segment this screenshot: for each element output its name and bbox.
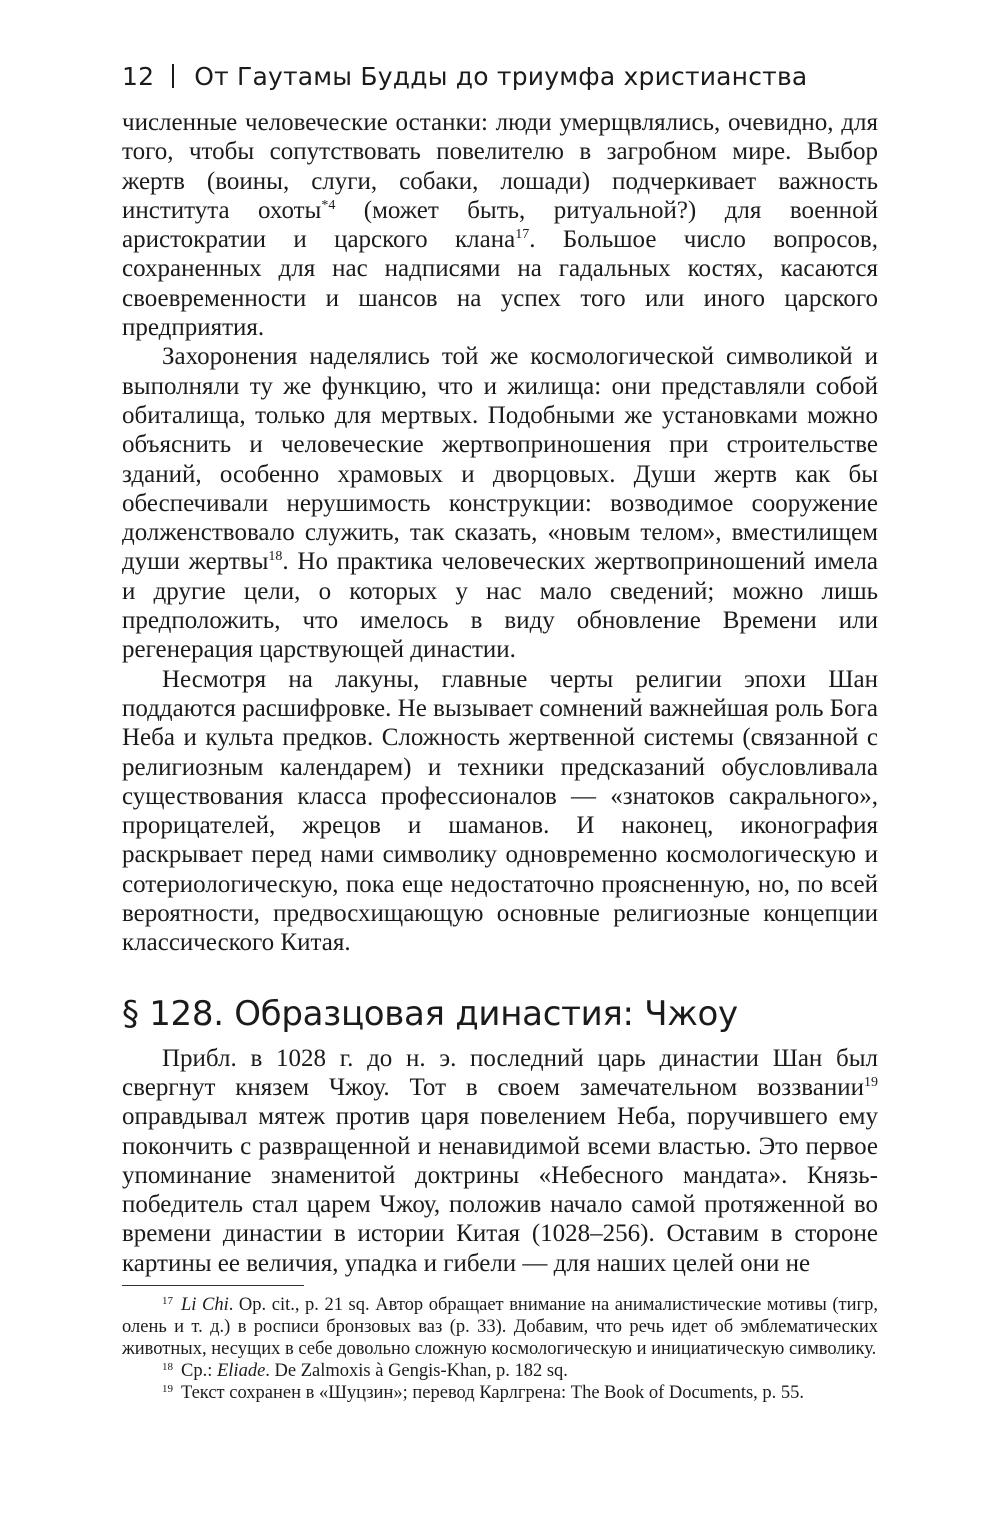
footnote-ref-17: 17 [515, 227, 530, 243]
paragraph-3 [122, 665, 878, 958]
paragraph-1-text-a: численные человеческие останки: люди умерщвлялись, очевидно, для того, чтобы сопутствовать повелителю в загробном мире. Выбор жертв (воины, слуги, собаки, лошади) подчеркивает важность института охоты [122, 109, 878, 224]
footnote-author: Eliade [216, 1361, 266, 1381]
paragraph-2-text-a: Захоронения наделялись той же космологической символикой и выполняли ту же функцию, что и жилища: они представляли собой обиталища, только для мертвых. Подобными же установками можно объяснить и человеческие жертвоприношения при строительстве зданий, особенно храмовых и дворцовых. Души жертв как бы обеспечивали нерушимость конструкции: возводимое сооружение долженствовало служить, так сказать, «новым телом», вместилищем души жертвы [122, 343, 878, 576]
running-header [122, 62, 807, 91]
footnote-text: . De Zalmoxis à Gengis-Khan, p. 182 sq. [265, 1361, 568, 1381]
footnote-number: 17 [162, 1295, 173, 1307]
note-marker: *4 [321, 197, 336, 213]
footnote-19 [122, 1382, 878, 1404]
footnote-author: Li Chi [181, 1295, 229, 1315]
footnote-number: 19 [162, 1383, 173, 1395]
footnote-divider [122, 1285, 304, 1286]
section-heading: § 128. Образцовая династия: Чжоу [122, 993, 738, 1034]
footnote-text: Текст сохранен в «Шуцзин»; перевод Карлгрена: The Book of Documents, p. 55. [181, 1383, 805, 1403]
paragraph-4 [122, 1044, 878, 1278]
footnote-prefix: Ср.: [181, 1361, 217, 1381]
footnote-text: . Op. cit., p. 21 sq. Автор обращает внимание на анималистические мотивы (тигр, олень и т. д.) в росписи бронзовых ваз (p. 33). Добавим, что речь идет об эмблематических животных, несущих в себе довольно сложную космологическую и инициатическую символику. [122, 1295, 878, 1359]
page-number: 12 [122, 62, 155, 91]
running-title: От Гаутамы Будды до триумфа христианства [194, 62, 808, 91]
paragraph-2-text-b: . Но практика человеческих жертвоприношений имела и другие цели, о которых у нас мало сведений; можно лишь предположить, что имелось в виду обновление Времени или регенерация царствующей династии. [122, 548, 878, 664]
paragraph-1-text-b: (может быть, ритуальной?) для военной аристократии и царского клана [122, 196, 878, 254]
footnotes [122, 1294, 878, 1404]
paragraph-4-text-b: оправдывал мятеж против царя повелением Неба, поручившего ему покончить с развращенной и ненавидимой всеми властью. Это первое упоминание знаменитой доктрины «Небесного мандата». Князь-победитель стал царем Чжоу, положив начало самой протяженной во времени династии в истории Китая (1028–256). Оставим в стороне картины ее величия, упадка и гибели — для наших целей они не [122, 1103, 878, 1277]
footnote-number: 18 [162, 1361, 173, 1373]
paragraph-4-text-a: Прибл. в 1028 г. до н. э. последний царь династии Шан был свергнут князем Чжоу. Тот в своем замечательном воззвании [122, 1044, 878, 1101]
header-separator [172, 64, 174, 88]
paragraph-2 [122, 342, 878, 664]
paragraph-1 [122, 108, 878, 342]
paragraph-1-text-c: . Большое число вопросов, сохраненных для нас надписями на гадальных костях, касаются своевременности и шансов на успех того или иного царского предприятия. [122, 226, 878, 342]
main-text [122, 108, 878, 1278]
paragraph-3-text: Несмотря на лакуны, главные черты религии эпохи Шан поддаются расшифровке. Не вызывает сомнений важнейшая роль Бога Неба и культа предков. Сложность жертвенной системы (связанной с религиозным календарем) и техники предсказаний обусловливала существования класса профессионалов — «знатоков сакрального», прорицателей, жрецов и шаманов. И наконец, иконография раскрывает перед нами символику одновременно космологическую и сотериологическую, пока еще недостаточно проясненную, но, по всей вероятности, предвосхищающую основные религиозные концепции классического Китая. [122, 665, 878, 957]
footnote-ref-19: 19 [864, 1074, 878, 1090]
footnote-18 [122, 1360, 878, 1382]
footnote-17 [122, 1294, 878, 1360]
footnote-ref-18: 18 [268, 549, 283, 565]
